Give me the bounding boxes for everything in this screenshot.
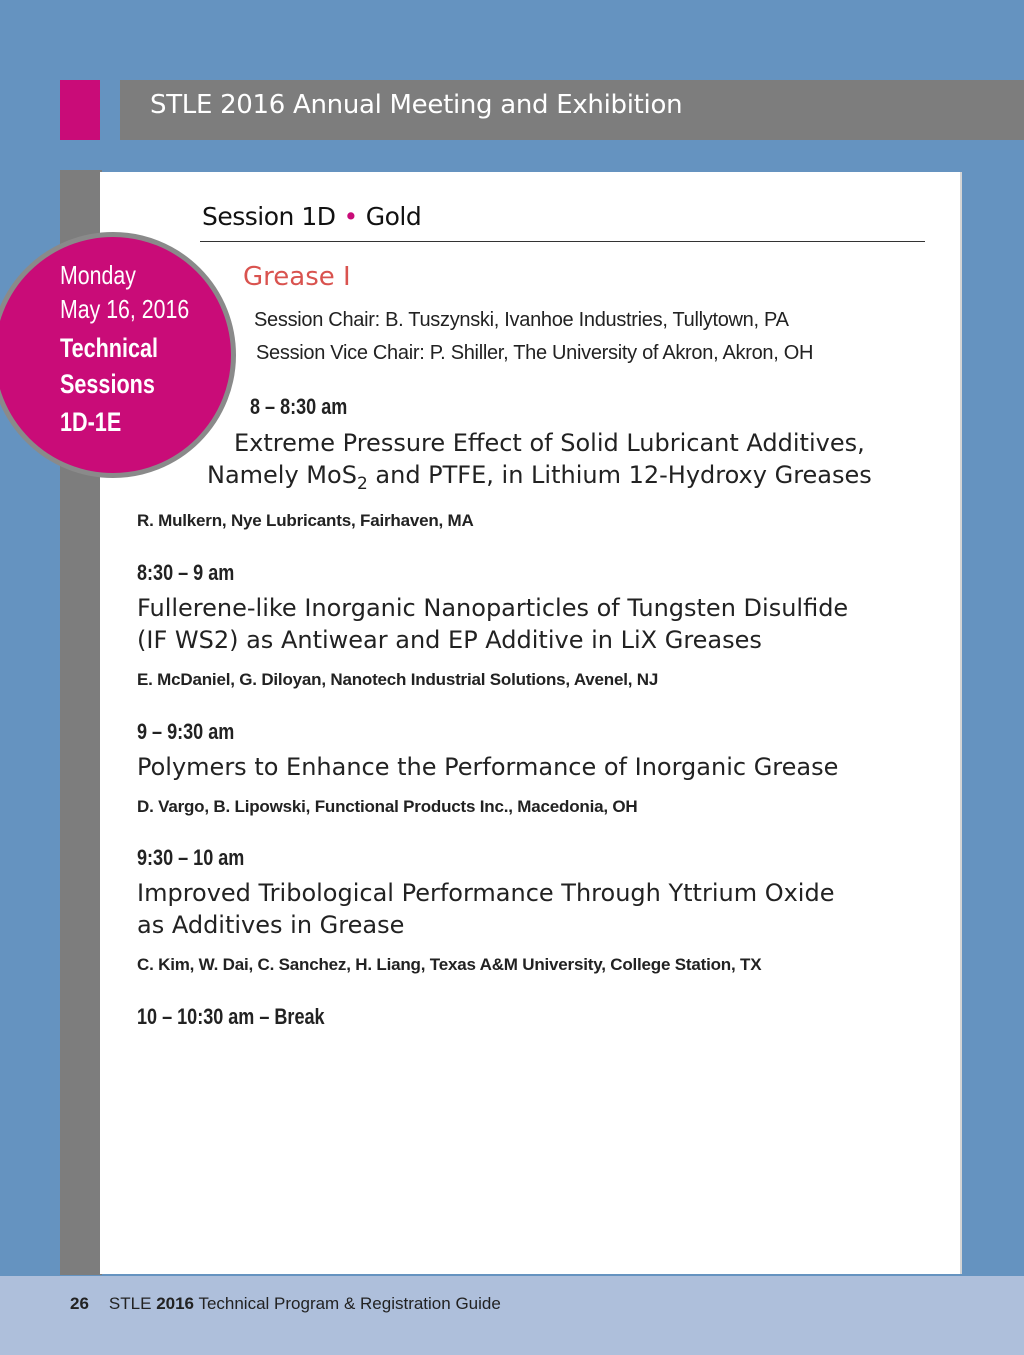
session-room: Gold (365, 202, 422, 231)
talk-title-part: Namely MoS (207, 461, 357, 489)
footer-suffix: Technical Program & Registration Guide (198, 1294, 501, 1313)
talk-title-line2: as Additives in Grease (137, 911, 405, 939)
footer-text (70, 1294, 501, 1314)
talk-title: Fullerene-like Inorganic Nanoparticles of Tungsten Disulfide (137, 594, 849, 622)
talk-title: Polymers to Enhance the Performance of Inorganic Grease (137, 753, 839, 781)
talk-title: Improved Tribological Performance Through Yttrium Oxide (137, 879, 835, 907)
badge-day: Monday (60, 260, 136, 290)
footer-prefix: STLE (108, 1294, 152, 1313)
session-vice-chair: Session Vice Chair: P. Shiller, The University of Akron, Akron, OH (256, 342, 814, 364)
session-name: Grease I (243, 262, 351, 292)
talk-time: 9 – 9:30 am (137, 719, 235, 744)
talk-time: 8:30 – 9 am (137, 560, 235, 585)
bullet-icon: • (343, 202, 358, 231)
date-badge-text (60, 258, 230, 440)
badge-line1: Technical (60, 333, 159, 363)
talk-time: 8 – 8:30 am (250, 394, 348, 419)
header-accent-block (60, 80, 100, 140)
badge-line2: Sessions (60, 369, 155, 399)
footer-bar (0, 1276, 1024, 1355)
break-time: 10 – 10:30 am – Break (137, 1004, 325, 1029)
badge-date: May 16, 2016 (60, 294, 190, 324)
talk-authors: E. McDaniel, G. Diloyan, Nanotech Industrial Solutions, Avenel, NJ (137, 670, 659, 689)
talk-title-line2 (207, 459, 872, 500)
talk-title-part: and PTFE, in Lithium 12-Hydroxy Greases (367, 461, 872, 489)
talk-title-line2: (IF WS2) as Antiwear and EP Additive in LiX Greases (137, 626, 762, 654)
subscript: 2 (356, 473, 368, 494)
talk-time: 9:30 – 10 am (137, 845, 245, 870)
badge-line3: 1D-1E (60, 407, 122, 437)
talk-authors: R. Mulkern, Nye Lubricants, Fairhaven, MA (137, 511, 474, 530)
talk-title: Extreme Pressure Effect of Solid Lubricant Additives, (234, 429, 865, 457)
talk-authors: C. Kim, W. Dai, C. Sanchez, H. Liang, Texas A&M University, College Station, TX (137, 955, 762, 974)
session-heading (202, 202, 421, 231)
page-number: 26 (70, 1294, 89, 1313)
session-id: Session 1D (202, 202, 336, 231)
header-title: STLE 2016 Annual Meeting and Exhibition (150, 90, 683, 120)
talk-authors: D. Vargo, B. Lipowski, Functional Products Inc., Macedonia, OH (137, 797, 638, 816)
session-chair: Session Chair: B. Tuszynski, Ivanhoe Industries, Tullytown, PA (254, 309, 789, 331)
footer-year: 2016 (156, 1294, 195, 1313)
